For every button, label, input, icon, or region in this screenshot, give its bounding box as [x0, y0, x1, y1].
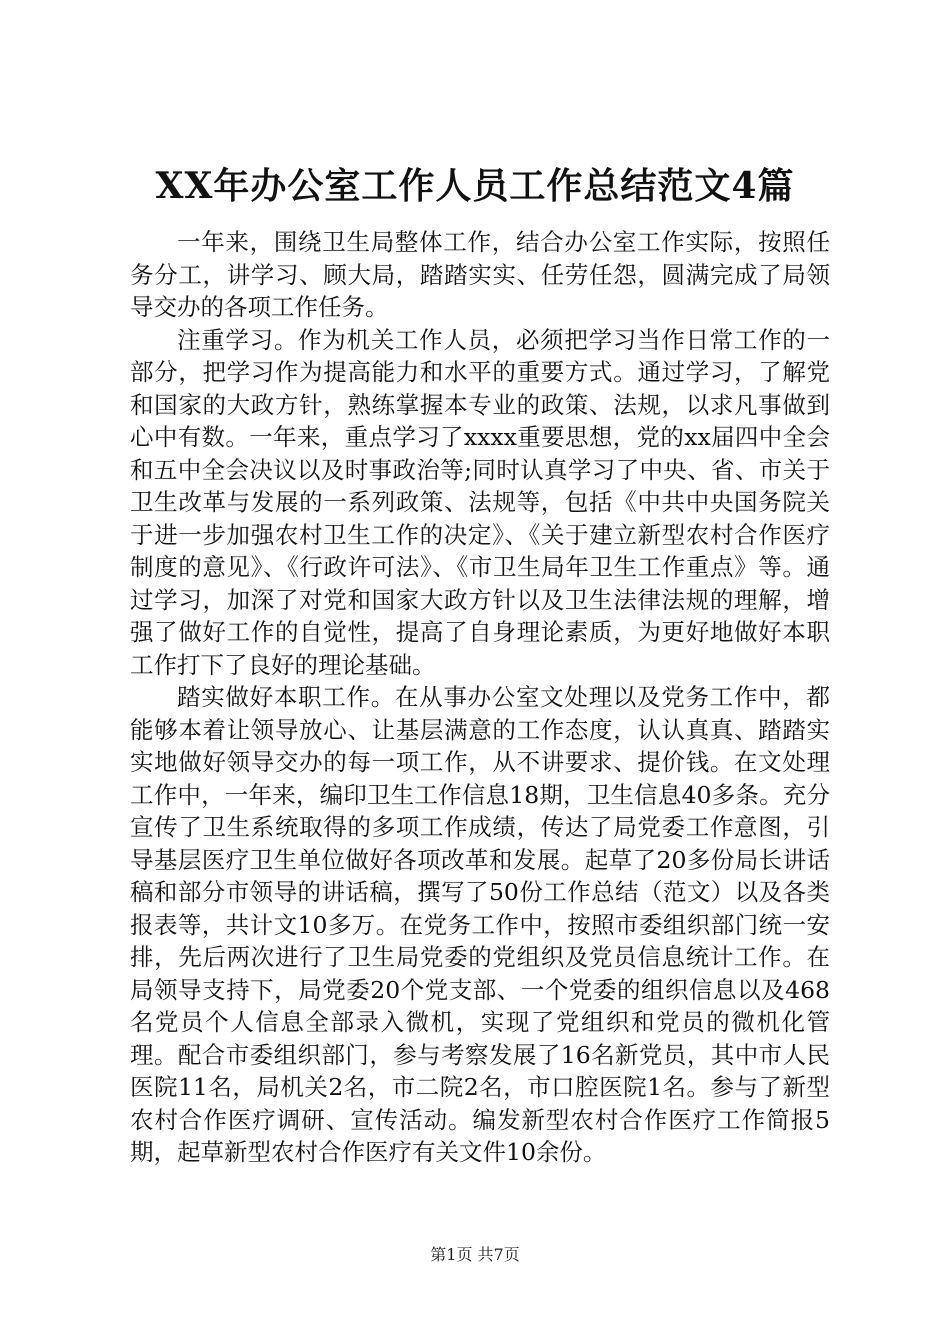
- document-body: [130, 226, 830, 1169]
- document-title: XX年办公室工作人员工作总结范文4篇: [155, 165, 795, 207]
- paragraph-study: 注重学习。作为机关工作人员，必须把学习当作日常工作的一部分，把学习作为提高能力和水平的重要方式。通过学习，了解党和国家的大政方针，熟练掌握本专业的政策、法规，以求凡事做到心中有数。一年来，重点学习了xxxx重要思想，党的xx届四中全会和五中全会决议以及时事政治等;同时认真学习了中央、省、市关于卫生改革与发展的一系列政策、法规等，包括《中共中央国务院关于进一步加强农村卫生工作的决定》、《关于建立新型农村合作医疗制度的意见》、《行政许可法》、《市卫生局年卫生工作重点》等。通过学习，加深了对党和国家大政方针以及卫生法律法规的理解，增强了做好工作的自觉性，提高了自身理论素质，为更好地做好本职工作打下了良好的理论基础。: [130, 325, 830, 679]
- page-number-footer: 第1页 共7页: [430, 1245, 520, 1264]
- paragraph-duties: 踏实做好本职工作。在从事办公室文处理以及党务工作中，都能够本着让领导放心、让基层满意的工作态度，认认真真、踏踏实实地做好领导交办的每一项工作，从不讲要求、提价钱。在文处理工作中，一年来，编印卫生工作信息18期，卫生信息40多条。充分宣传了卫生系统取得的多项工作成绩，传达了局党委工作意图，引导基层医疗卫生单位做好各项改革和发展。起草了20多份局长讲话稿和部分市领导的讲话稿，撰写了50份工作总结（范文）以及各类报表等，共计文10多万。在党务工作中，按照市委组织部门统一安排，先后两次进行了卫生局党委的党组织及党员信息统计工作。在局领导支持下，局党委20个党支部、一个党委的组织信息以及468名党员个人信息全部录入微机，实现了党组织和党员的微机化管理。配合市委组织部门，参与考察发展了16名新党员，其中市人民医院11名，局机关2名，市二院2名，市口腔医院1名。参与了新型农村合作医疗调研、宣传活动。编发新型农村合作医疗工作简报5期，起草新型农村合作医疗有关文件10余份。: [130, 683, 830, 1166]
- paragraph-intro: 一年来，围绕卫生局整体工作，结合办公室工作实际，按照任务分工，讲学习、顾大局，踏踏实实、任劳任怨，圆满完成了局领导交办的各项工作任务。: [130, 228, 830, 321]
